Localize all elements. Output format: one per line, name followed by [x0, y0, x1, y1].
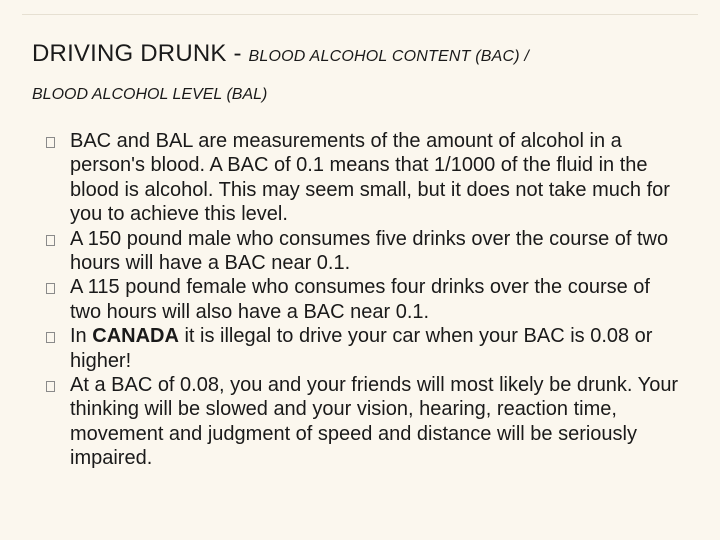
bullet-item-4 [46, 324, 686, 373]
bullet-text-3: A 115 pound female who consumes four drinks over the course of two hours will also have a BAC near 0.1. [70, 276, 650, 323]
square-bullet-icon [46, 137, 55, 148]
bullet-text-2: A 150 pound male who consumes five drinks over the course of two hours will have a BAC near 0.1. [70, 227, 669, 275]
bullet-item-3 [46, 275, 686, 324]
bullet-text-4-before: In [70, 325, 93, 348]
top-divider [22, 14, 698, 15]
bullet-text-5: At a BAC of 0.08, you and your friends will most likely be drunk. Your thinking will be slowed and your vision, hearing, reaction time, movement and judgment of speed and distance will be seriously impaired. [70, 374, 679, 470]
square-bullet-icon [46, 283, 55, 294]
bullet-text-4-bold: CANADA [92, 325, 179, 348]
bullet-text-4-after: it is illegal to drive your car when your BAC is 0.08 or higher! [70, 325, 653, 372]
title-subtitle-part2: BLOOD ALCOHOL LEVEL (BAL) [32, 86, 268, 103]
bullet-text-1: BAC and BAL are measurements of the amount of alcohol in a person's blood. A BAC of 0.1 means that 1/1000 of the fluid in the blood is alcohol. This may seem small, but it does not take much for you to achieve this level. [70, 130, 670, 226]
title-line-1 [32, 38, 692, 73]
bullet-item-1 [46, 129, 686, 227]
title-main: DRIVING DRUNK - [32, 40, 249, 67]
bullet-list [46, 129, 686, 471]
title-subtitle-part1: BLOOD ALCOHOL CONTENT (BAC) / [248, 48, 530, 65]
square-bullet-icon [46, 332, 55, 343]
bullet-text-4 [70, 325, 652, 371]
square-bullet-icon [46, 381, 55, 392]
bullet-item-5 [46, 373, 686, 471]
square-bullet-icon [46, 235, 55, 246]
slide-title [32, 38, 692, 107]
bullet-item-2 [46, 227, 686, 276]
